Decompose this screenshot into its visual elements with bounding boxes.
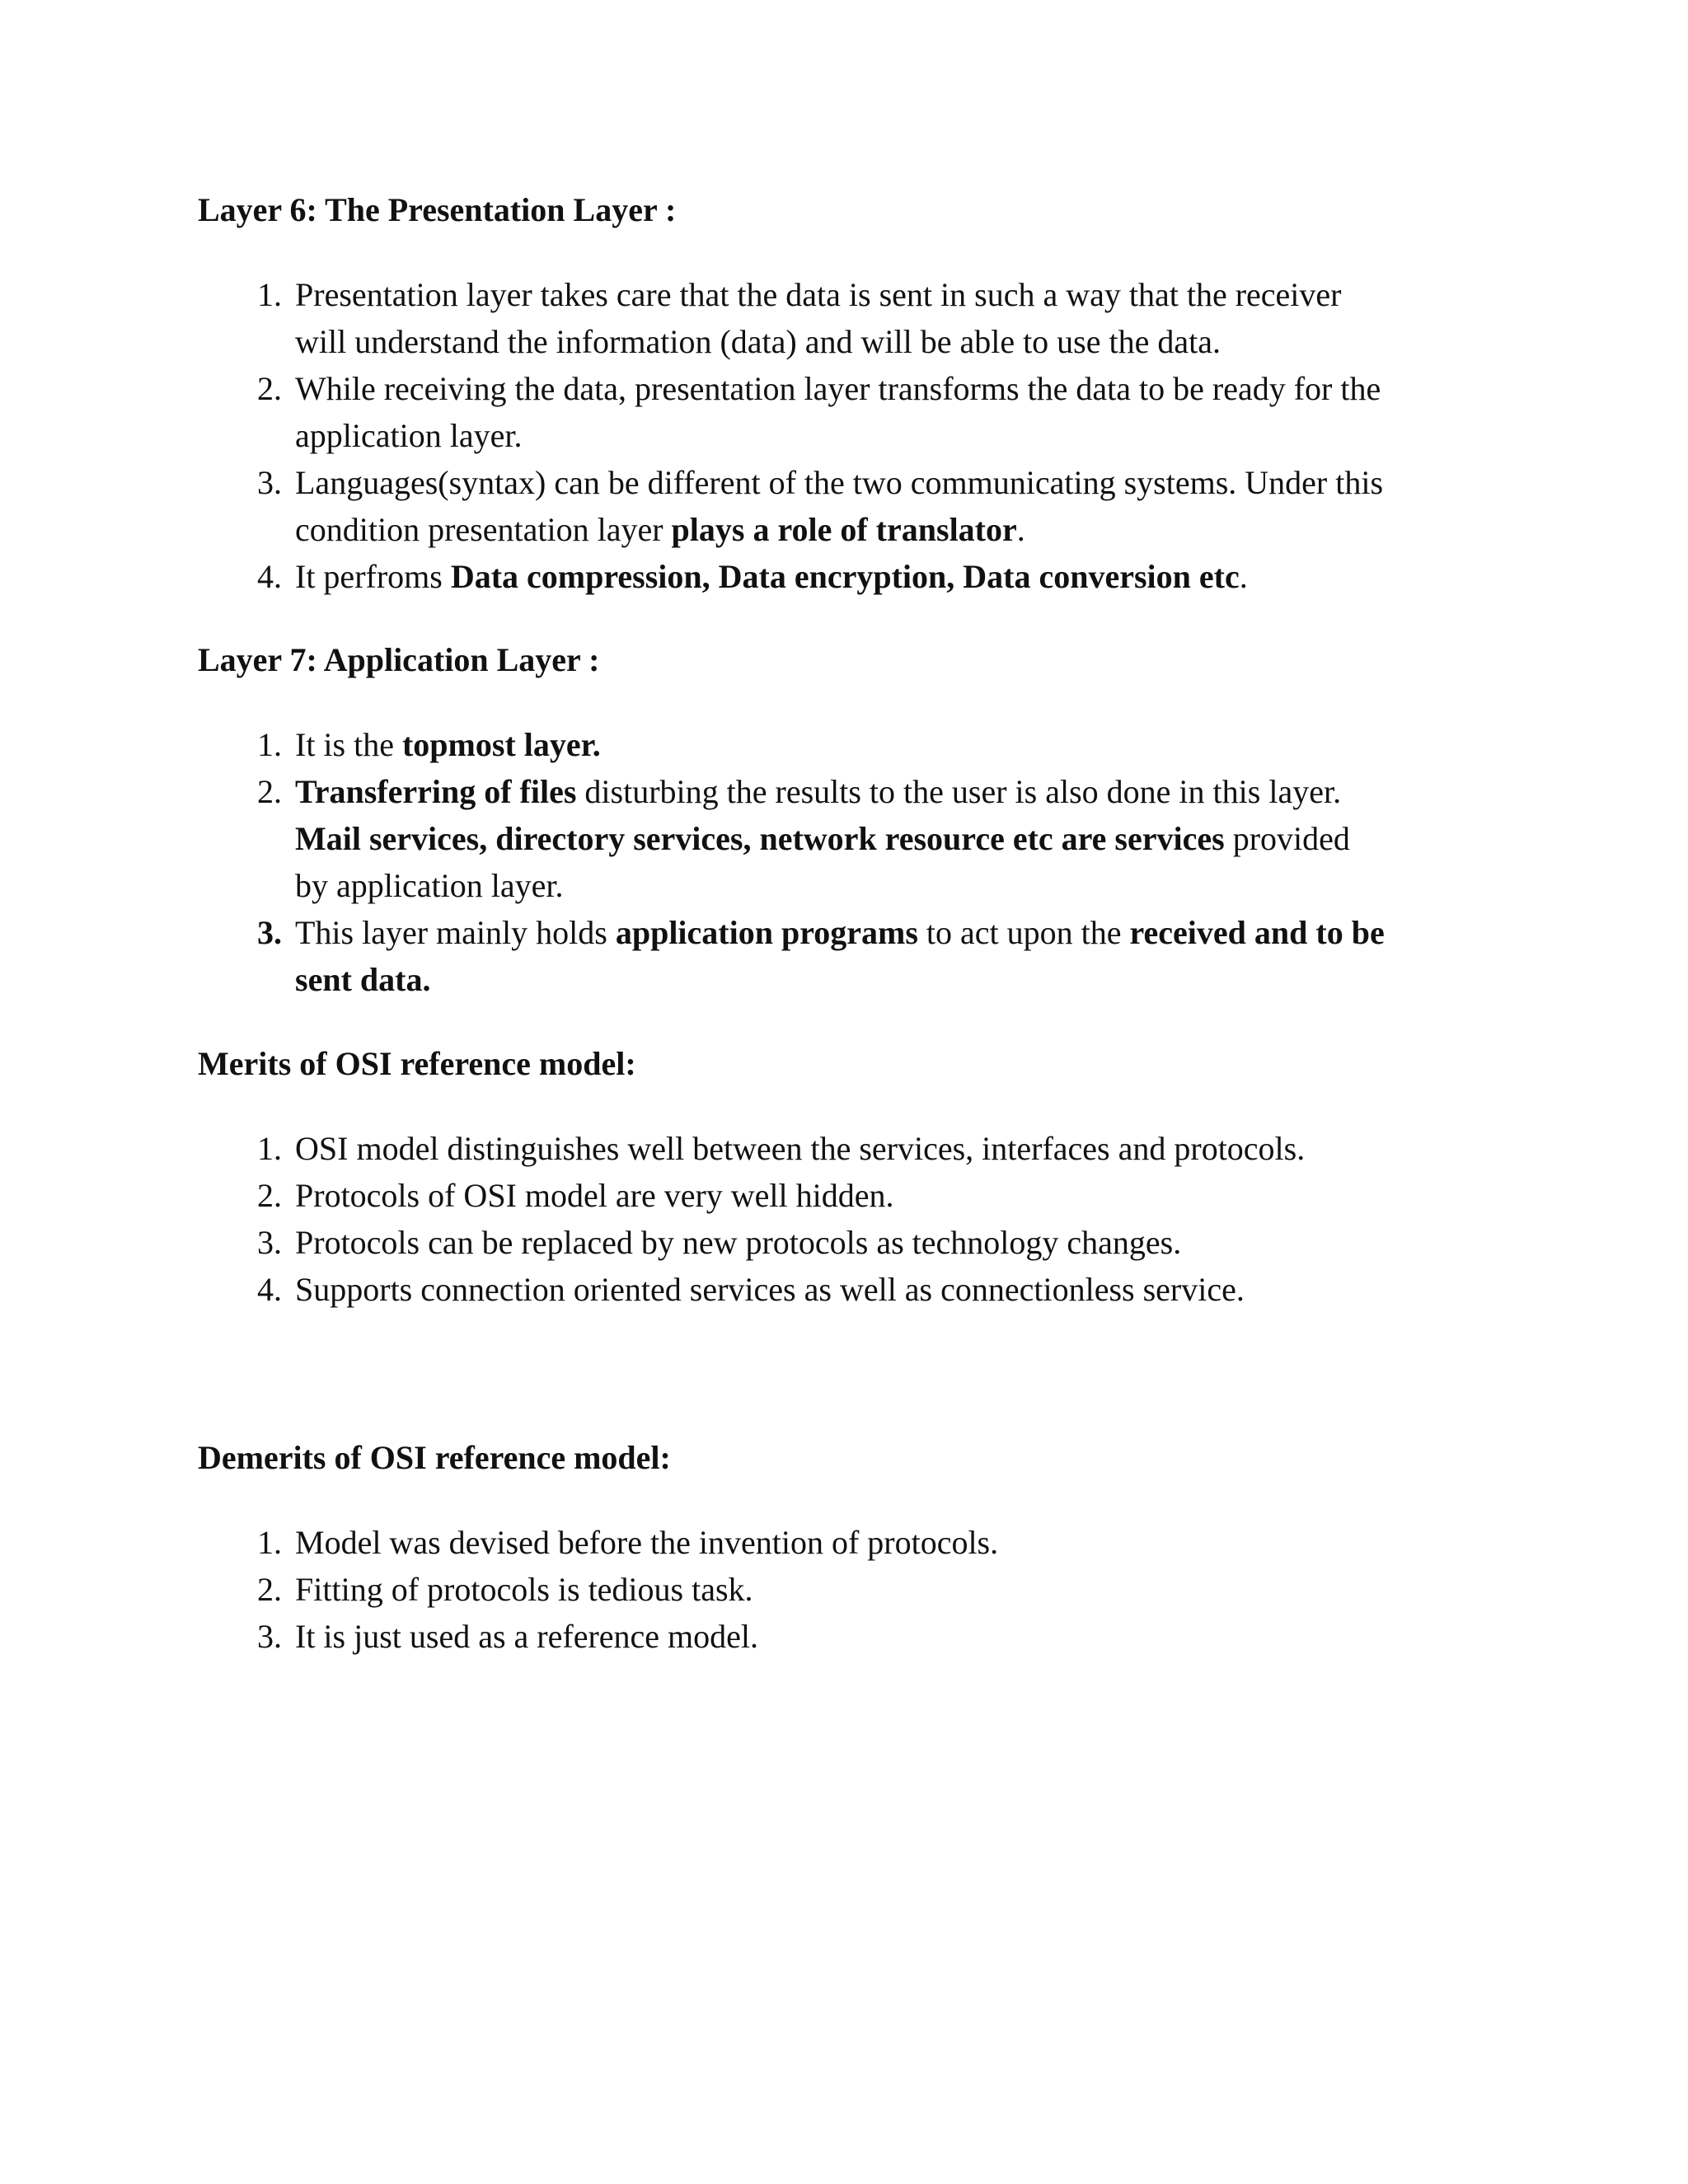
text-segment: Model was devised before the invention of protocols. [295,1524,999,1561]
text-segment: It perfroms [295,558,451,595]
text-line [295,1566,1484,1613]
list-item [198,1172,1484,1219]
list-item-number: 1. [257,1524,282,1561]
text-segment: condition presentation layer [295,511,672,548]
text-line [295,768,1484,815]
list-item-number: 2. [257,370,282,407]
section-heading: Demerits of OSI reference model: [198,1439,671,1476]
bold-text-segment: Mail services, directory services, network resource etc are services [295,820,1225,857]
list-item-number: 3. [257,1224,282,1261]
text-line [295,506,1484,553]
list-item-number: 4. [257,558,282,595]
text-segment: While receiving the data, presentation layer transforms the data to be ready for the [295,370,1381,407]
text-segment: Supports connection oriented services as well as connectionless service. [295,1271,1245,1308]
list-item [198,909,1484,1003]
text-line [295,553,1484,600]
text-line [295,909,1484,956]
numbered-list [198,721,1484,1003]
list-item-number: 4. [257,1271,282,1308]
list-item [198,1566,1484,1613]
list-item [198,721,1484,768]
text-segment: provided [1224,820,1350,857]
list-item-number: 1. [257,1130,282,1167]
text-line [295,318,1484,365]
text-line [295,1125,1484,1172]
bold-text-segment: topmost layer. [401,726,601,763]
numbered-list [198,271,1484,600]
section-heading: Layer 6: The Presentation Layer : [198,191,677,228]
list-item [198,768,1484,909]
list-item-number: 3. [257,914,282,951]
list-item-number: 1. [257,276,282,313]
text-line [295,412,1484,459]
section-application-layer [198,636,1484,1003]
text-segment: Protocols can be replaced by new protocols as technology changes. [295,1224,1182,1261]
list-item [198,459,1484,553]
text-segment: by application layer. [295,867,564,904]
text-line [295,459,1484,506]
text-segment: It is just used as a reference model. [295,1618,759,1655]
list-item [198,1219,1484,1266]
list-item [198,271,1484,365]
text-segment: will understand the information (data) and will be able to use the data. [295,323,1221,360]
text-line [295,1219,1484,1266]
text-segment: to act upon the [917,914,1130,951]
section-demerits [198,1434,1484,1660]
section-merits [198,1040,1484,1313]
list-item-number: 3. [257,464,282,501]
section-presentation-layer [198,186,1484,600]
list-item-number: 2. [257,773,282,810]
text-segment: disturbing the results to the user is also done in this layer. [576,773,1342,810]
list-item-number: 1. [257,726,282,763]
text-segment: . [1016,511,1025,548]
bold-text-segment: plays a role of translator [671,511,1017,548]
text-line [295,721,1484,768]
text-segment: . [1239,558,1248,595]
bold-text-segment: Transferring of files [295,773,577,810]
text-segment: This layer mainly holds [295,914,616,951]
text-line [295,271,1484,318]
text-line [295,956,1484,1003]
list-item [198,1519,1484,1566]
text-line [295,815,1484,862]
text-segment: OSI model distinguishes well between the services, interfaces and protocols. [295,1130,1306,1167]
bold-text-segment: sent data. [295,961,431,998]
text-line [295,1172,1484,1219]
bold-text-segment: Data compression, Data encryption, Data conversion etc [450,558,1240,595]
text-segment: application layer. [295,417,523,454]
bold-text-segment: received and to be [1129,914,1385,951]
text-line [295,862,1484,909]
list-item [198,1266,1484,1313]
bold-text-segment: application programs [615,914,918,951]
numbered-list [198,1125,1484,1313]
list-item [198,1125,1484,1172]
text-segment: Presentation layer takes care that the data is sent in such a way that the receiver [295,276,1342,313]
text-segment: It is the [295,726,402,763]
list-item-number: 2. [257,1571,282,1608]
list-item [198,553,1484,600]
list-item-number: 2. [257,1177,282,1214]
text-line [295,1266,1484,1313]
text-line [295,1613,1484,1660]
section-heading: Merits of OSI reference model: [198,1045,636,1082]
list-item [198,1613,1484,1660]
text-segment: Protocols of OSI model are very well hidden. [295,1177,894,1214]
text-segment: Languages(syntax) can be different of the two communicating systems. Under this [295,464,1384,501]
numbered-list [198,1519,1484,1660]
text-segment: Fitting of protocols is tedious task. [295,1571,753,1608]
list-item [198,365,1484,459]
section-heading: Layer 7: Application Layer : [198,641,600,678]
text-line [295,365,1484,412]
list-item-number: 3. [257,1618,282,1655]
text-line [295,1519,1484,1566]
